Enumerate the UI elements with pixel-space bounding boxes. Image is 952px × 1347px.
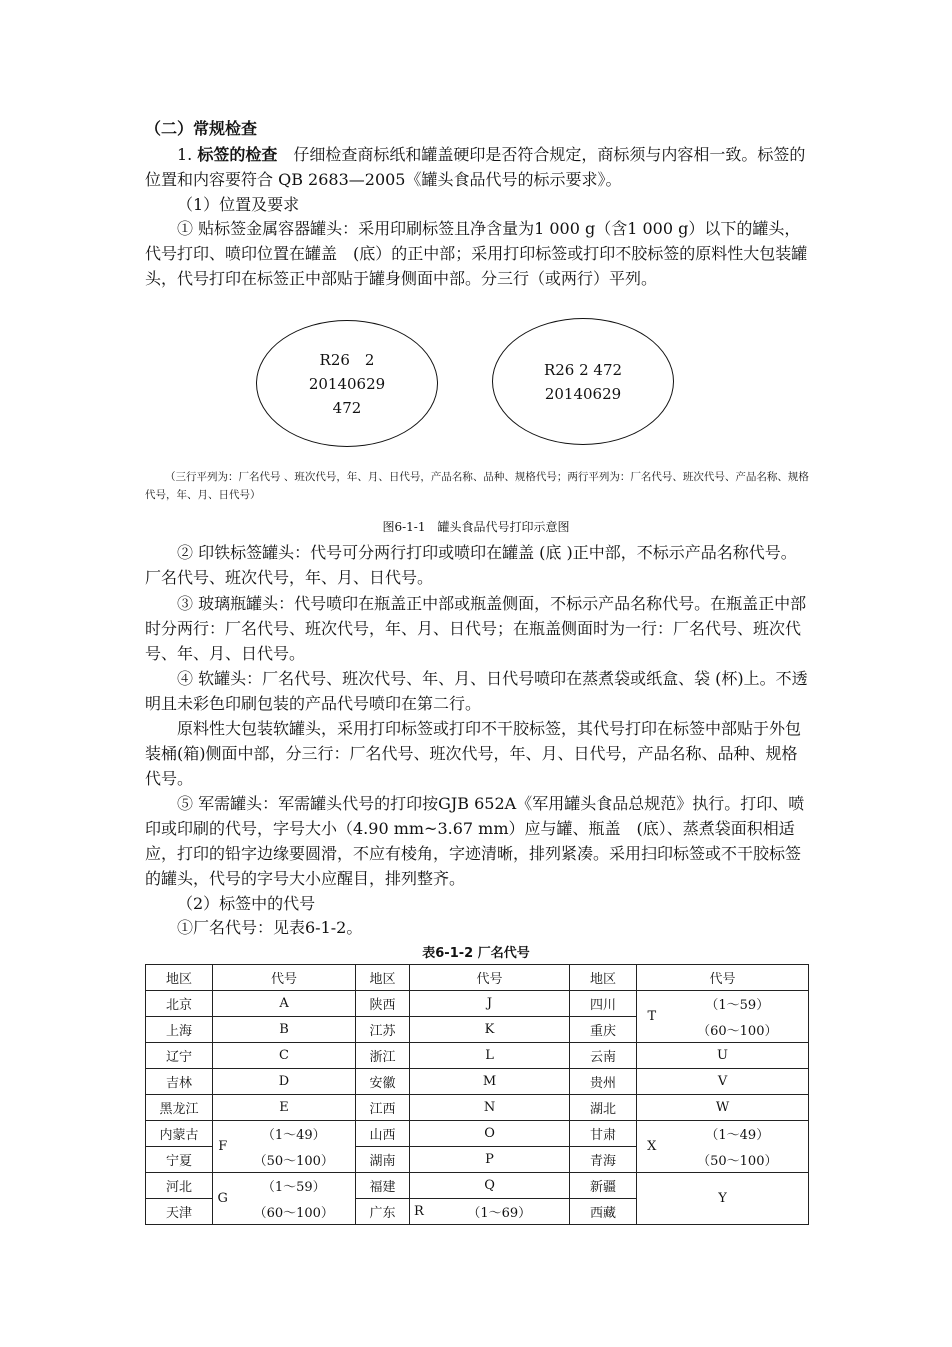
paragraph-bold-title: 标签的检查 bbox=[197, 145, 278, 164]
table-cell: 内蒙古 bbox=[146, 1121, 213, 1147]
table-cell: 新疆 bbox=[570, 1173, 637, 1199]
item-metal-can: ① 贴标签金属容器罐头：采用印刷标签且净含量为1 000 g（含1 000 g）以下的罐头，代号打印、喷印位置在罐盖 (底）的正中部；采用打印标签或打印不胶标签的原料性大包装罐头，代号打印在标签正中部贴于罐身侧面中部。分三行（或两行）平列。 bbox=[145, 219, 808, 288]
header-code: 代号 bbox=[637, 965, 809, 991]
table-cell: 浙江 bbox=[356, 1043, 410, 1069]
table-row bbox=[146, 1017, 809, 1043]
table-cell: M bbox=[410, 1069, 570, 1095]
table-cell: G bbox=[213, 1173, 233, 1225]
header-code: 代号 bbox=[410, 965, 570, 991]
table-cell: 甘肃 bbox=[570, 1121, 637, 1147]
table-cell: K bbox=[410, 1017, 570, 1043]
table-row bbox=[146, 991, 809, 1017]
item-soft-can-bulk: 原料性大包装软罐头，采用打印标签或打印不干胶标签，其代号打印在标签中部贴于外包装桶(箱)侧面中部，分三行：厂名代号、班次代号，年、月、日代号，产品名称、品种、规格代号。 bbox=[145, 719, 802, 788]
table-cell: 湖北 bbox=[570, 1095, 637, 1121]
table-row bbox=[146, 1043, 809, 1069]
table-cell: （50～100） bbox=[667, 1147, 809, 1173]
table-cell: Y bbox=[637, 1173, 809, 1225]
oval-left-line3: 472 bbox=[332, 398, 362, 417]
table-cell: V bbox=[637, 1069, 809, 1095]
table-cell: X bbox=[637, 1121, 667, 1173]
table-cell: （1～59） bbox=[233, 1173, 356, 1199]
table-cell: 云南 bbox=[570, 1043, 637, 1069]
table-cell: 西藏 bbox=[570, 1199, 637, 1225]
paragraph-label-check bbox=[145, 142, 810, 192]
header-region: 地区 bbox=[146, 965, 213, 991]
table-cell: 辽宁 bbox=[146, 1043, 213, 1069]
table-title: 表6-1-2 厂名代号 bbox=[422, 946, 530, 961]
table-cell: 北京 bbox=[146, 991, 213, 1017]
table-cell: 湖南 bbox=[356, 1147, 410, 1173]
table-cell: 贵州 bbox=[570, 1069, 637, 1095]
table-cell: （60～100） bbox=[233, 1199, 356, 1225]
table-cell: W bbox=[637, 1095, 809, 1121]
table-cell: C bbox=[213, 1043, 356, 1069]
table-cell: 吉林 bbox=[146, 1069, 213, 1095]
table-cell: （1～59） bbox=[667, 991, 809, 1017]
table-row bbox=[146, 1173, 809, 1199]
table-header-row bbox=[146, 965, 809, 991]
table-cell: T bbox=[637, 991, 667, 1043]
figure-note: （三行平列为：厂名代号 、班次代号，年、月、日代号，产品名称、品种、规格代号；两行平列为：厂名代号、班次代号、产品名称、规格代号，年、月、日代号） bbox=[145, 471, 809, 501]
table-cell: P bbox=[410, 1147, 570, 1173]
table-cell: B bbox=[213, 1017, 356, 1043]
oval-left-line1: R26 2 bbox=[319, 350, 375, 369]
table-cell: 四川 bbox=[570, 991, 637, 1017]
table-cell: Q bbox=[410, 1173, 570, 1199]
table-cell: （1～49） bbox=[233, 1121, 356, 1147]
table-cell: U bbox=[637, 1043, 809, 1069]
table-cell: F bbox=[213, 1121, 233, 1173]
table-cell: 陕西 bbox=[356, 991, 410, 1017]
table-cell: 重庆 bbox=[570, 1017, 637, 1043]
paragraph-number: 1. bbox=[177, 145, 198, 164]
table-cell: 上海 bbox=[146, 1017, 213, 1043]
table-cell: N bbox=[410, 1095, 570, 1121]
table-cell: 天津 bbox=[146, 1199, 213, 1225]
table-cell: 青海 bbox=[570, 1147, 637, 1173]
oval-three-line-example bbox=[256, 320, 438, 447]
oval-right-line1: R26 2 472 bbox=[543, 360, 623, 379]
table-row bbox=[146, 1069, 809, 1095]
oval-two-line-example bbox=[492, 318, 674, 445]
table-row bbox=[146, 1121, 809, 1147]
table-cell: A bbox=[213, 991, 356, 1017]
item-military-can: ⑤ 军需罐头：军需罐头代号的打印按GJB 652A《军用罐头食品总规范》执行。打印、喷印或印刷的代号，字号大小（4.90 mm~3.67 mm）应与罐、瓶盖 (底）、蒸煮袋面积相适应，打印的铅字边缘要圆滑，不应有棱角，字迹清晰，排列紧凑。采用扫印标签或不干胶标签的罐头，代号的字号大小应醒目，排列整齐。 bbox=[145, 794, 805, 888]
sub-heading-codes: （2）标签中的代号 bbox=[177, 894, 316, 913]
table-cell: 河北 bbox=[146, 1173, 213, 1199]
item-glass-jar: ③ 玻璃瓶罐头：代号喷印在瓶盖正中部或瓶盖侧面，不标示产品名称代号。在瓶盖正中部时分两行：厂名代号、班次代号，年、月、日代号；在瓶盖侧面时为一行：厂名代号、班次代号、年、月、日代号。 bbox=[145, 594, 807, 663]
table-row bbox=[146, 1095, 809, 1121]
table-cell: L bbox=[410, 1043, 570, 1069]
table-cell: 江苏 bbox=[356, 1017, 410, 1043]
paragraph-text: 仔细检查商标纸和罐盖硬印是否符合规定，商标须与内容相一致。标签的位置和内容要符合 QB 2683—2005《罐头食品代号的标示要求》。 bbox=[145, 145, 806, 189]
table-cell: 福建 bbox=[356, 1173, 410, 1199]
section-heading: （二）常规检查 bbox=[145, 119, 258, 138]
oval-left-line2: 20140629 bbox=[308, 374, 386, 393]
table-cell: 江西 bbox=[356, 1095, 410, 1121]
table-cell: 黑龙江 bbox=[146, 1095, 213, 1121]
table-cell: E bbox=[213, 1095, 356, 1121]
item-soft-can: ④ 软罐头：厂名代号、班次代号、年、月、日代号喷印在蒸煮袋或纸盒、袋 (杯)上。不透明且未彩色印刷包装的产品代号喷印在第二行。 bbox=[145, 669, 808, 713]
header-code: 代号 bbox=[213, 965, 356, 991]
table-cell: 宁夏 bbox=[146, 1147, 213, 1173]
factory-code-table bbox=[145, 964, 809, 1225]
table-cell: 安徽 bbox=[356, 1069, 410, 1095]
oval-right-line2: 20140629 bbox=[544, 384, 622, 403]
header-region: 地区 bbox=[570, 965, 637, 991]
table-cell: （50～100） bbox=[233, 1147, 356, 1173]
table-cell: 广东 bbox=[356, 1199, 410, 1225]
table-cell: （1～69） bbox=[430, 1199, 570, 1225]
table-cell: J bbox=[410, 991, 570, 1017]
figure-caption: 图6-1-1 罐头食品代号打印示意图 bbox=[382, 520, 570, 534]
sub-heading-position: （1）位置及要求 bbox=[177, 195, 300, 214]
table-cell: 山西 bbox=[356, 1121, 410, 1147]
table-cell: R bbox=[410, 1199, 430, 1225]
table-cell: O bbox=[410, 1121, 570, 1147]
table-cell: （1～49） bbox=[667, 1121, 809, 1147]
header-region: 地区 bbox=[356, 965, 410, 991]
table-row bbox=[146, 1147, 809, 1173]
factory-code-intro: ①厂名代号：见表6-1-2。 bbox=[177, 918, 363, 937]
table-cell: （60～100） bbox=[667, 1017, 809, 1043]
table-cell: D bbox=[213, 1069, 356, 1095]
item-tinplate-label: ② 印铁标签罐头：代号可分两行打印或喷印在罐盖 (底 )正中部，不标示产品名称代号。厂名代号、班次代号，年、月、日代号。 bbox=[145, 543, 797, 587]
